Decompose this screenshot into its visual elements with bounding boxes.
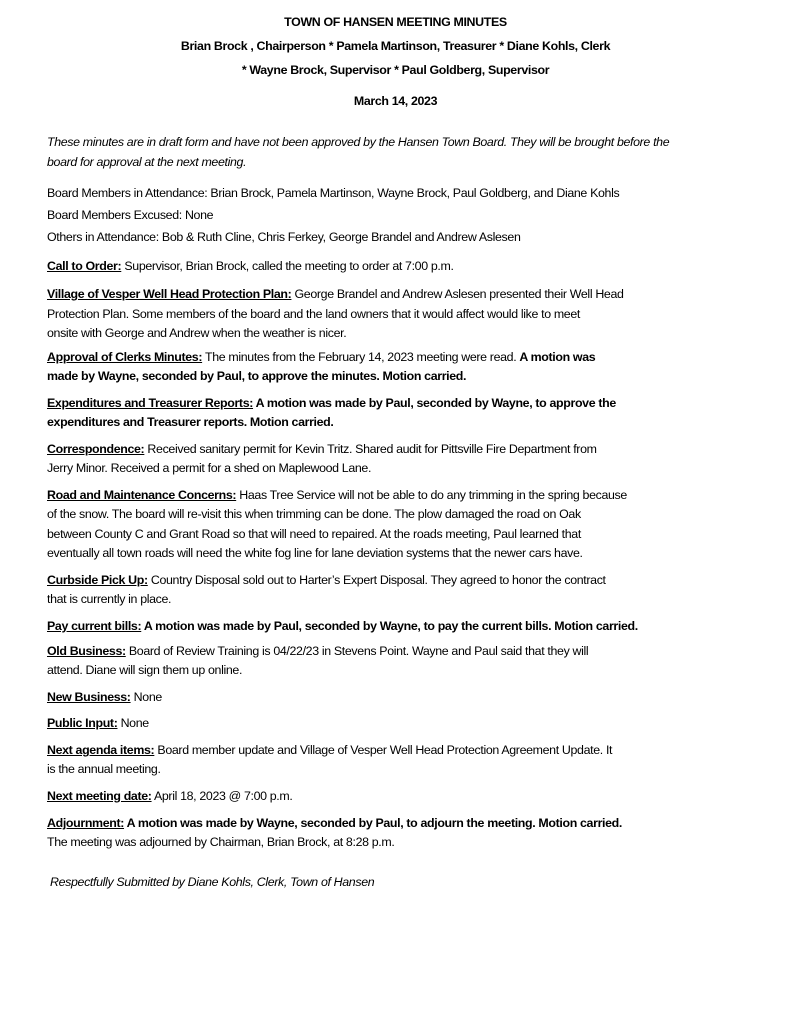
section-heading: Adjournment: [47,816,125,830]
section-heading: Curbside Pick Up: [47,573,148,587]
motion-text: A motion was made by Wayne, seconded by Paul, to adjourn the meeting. Motion carried. [124,816,622,830]
section-text: April 18, 2023 @ 7:00 p.m. [151,789,293,803]
section-public-input [47,715,149,731]
section-text: attend. Diane will sign them up online. [47,663,243,677]
section-text: Country Disposal sold out to Harter’s Expert Disposal. They agreed to honor the contract [147,573,606,587]
motion-text: A motion was made by Paul, seconded by Wayne, to pay the current bills. Motion carried. [141,619,638,633]
section-text: The meeting was adjourned by Chairman, Brian Brock, at 8:28 p.m. [47,835,395,849]
section-text: None [117,716,149,730]
section-text: that is currently in place. [47,592,172,606]
motion-text: expenditures and Treasurer reports. Motion carried. [47,415,334,429]
section-correspondence [47,441,597,457]
section-text: Supervisor, Brian Brock, called the meeting to order at 7:00 p.m. [121,259,454,273]
section-next-meeting [47,788,292,804]
section-text: is the annual meeting. [47,762,161,776]
section-text: The minutes from the February 14, 2023 meeting were read. [202,350,520,364]
section-call-to-order [47,258,454,274]
section-new-business [47,689,162,705]
section-pay-bills [47,618,638,634]
section-heading: Old Business: [47,644,126,658]
attendance-present: Board Members in Attendance: Brian Brock, Pamela Martinson, Wayne Brock, Paul Goldberg, and Diane Kohls [47,186,620,200]
section-heading: Approval of Clerks Minutes: [47,350,203,364]
section-heading: Village of Vesper Well Head Protection Plan: [47,287,292,301]
section-adjournment [47,815,622,831]
section-text: Board of Review Training is 04/22/23 in Stevens Point. Wayne and Paul said that they will [125,644,589,658]
document-title: TOWN OF HANSEN MEETING MINUTES [284,15,507,29]
section-well-head [47,286,624,302]
meeting-date: March 14, 2023 [353,94,438,108]
officers-line-2: * Wayne Brock, Supervisor * Paul Goldberg, Supervisor [241,63,550,77]
section-heading: Call to Order: [47,259,122,273]
section-heading: New Business: [47,690,131,704]
section-expenditures [47,395,616,411]
submitted-by-signature: Respectfully Submitted by Diane Kohls, Clerk, Town of Hansen [50,875,375,889]
section-heading: Expenditures and Treasurer Reports: [47,396,254,410]
motion-text: A motion was made by Paul, seconded by Wayne, to approve the [253,396,616,410]
section-heading: Correspondence: [47,442,145,456]
draft-disclaimer-line-2: board for approval at the next meeting. [47,155,247,169]
officers-line-1: Brian Brock , Chairperson * Pamela Martinson, Treasurer * Diane Kohls, Clerk [180,39,611,53]
section-clerks-minutes [47,349,595,365]
section-heading: Next meeting date: [47,789,152,803]
section-curbside [47,572,606,588]
section-heading: Road and Maintenance Concerns: [47,488,237,502]
section-next-agenda [47,742,612,758]
section-text: onsite with George and Andrew when the weather is nicer. [47,326,347,340]
section-text: Jerry Minor. Received a permit for a shed on Maplewood Lane. [47,461,372,475]
attendance-excused: Board Members Excused: None [47,208,214,222]
section-text: Received sanitary permit for Kevin Tritz. Shared audit for Pittsville Fire Department from [144,442,597,456]
section-road-maintenance [47,487,627,503]
section-text: of the snow. The board will re-visit this when trimming can be done. The plow damaged the road on Oak [47,507,581,521]
section-text: None [130,690,162,704]
section-text: Haas Tree Service will not be able to do any trimming in the spring because [236,488,627,502]
motion-text: made by Wayne, seconded by Paul, to approve the minutes. Motion carried. [47,369,467,383]
motion-text: A motion was [519,350,596,364]
section-text: between County C and Grant Road so that will need to repaired. At the roads meeting, Paul learned that [47,527,581,541]
section-old-business [47,643,588,659]
section-heading: Next agenda items: [47,743,155,757]
section-text: Board member update and Village of Vesper Well Head Protection Agreement Update. It [154,743,613,757]
section-heading: Pay current bills: [47,619,142,633]
draft-disclaimer-line-1: These minutes are in draft form and have not been approved by the Hansen Town Board. They will be brought before the [47,135,670,149]
section-heading: Public Input: [47,716,118,730]
attendance-others: Others in Attendance: Bob & Ruth Cline, Chris Ferkey, George Brandel and Andrew Aslesen [47,230,521,244]
section-text: eventually all town roads will need the white fog line for lane deviation systems that the newer cars have. [47,546,583,560]
section-text: George Brandel and Andrew Aslesen presented their Well Head [291,287,624,301]
section-text: Protection Plan. Some members of the board and the land owners that it would affect would like to meet [47,307,580,321]
